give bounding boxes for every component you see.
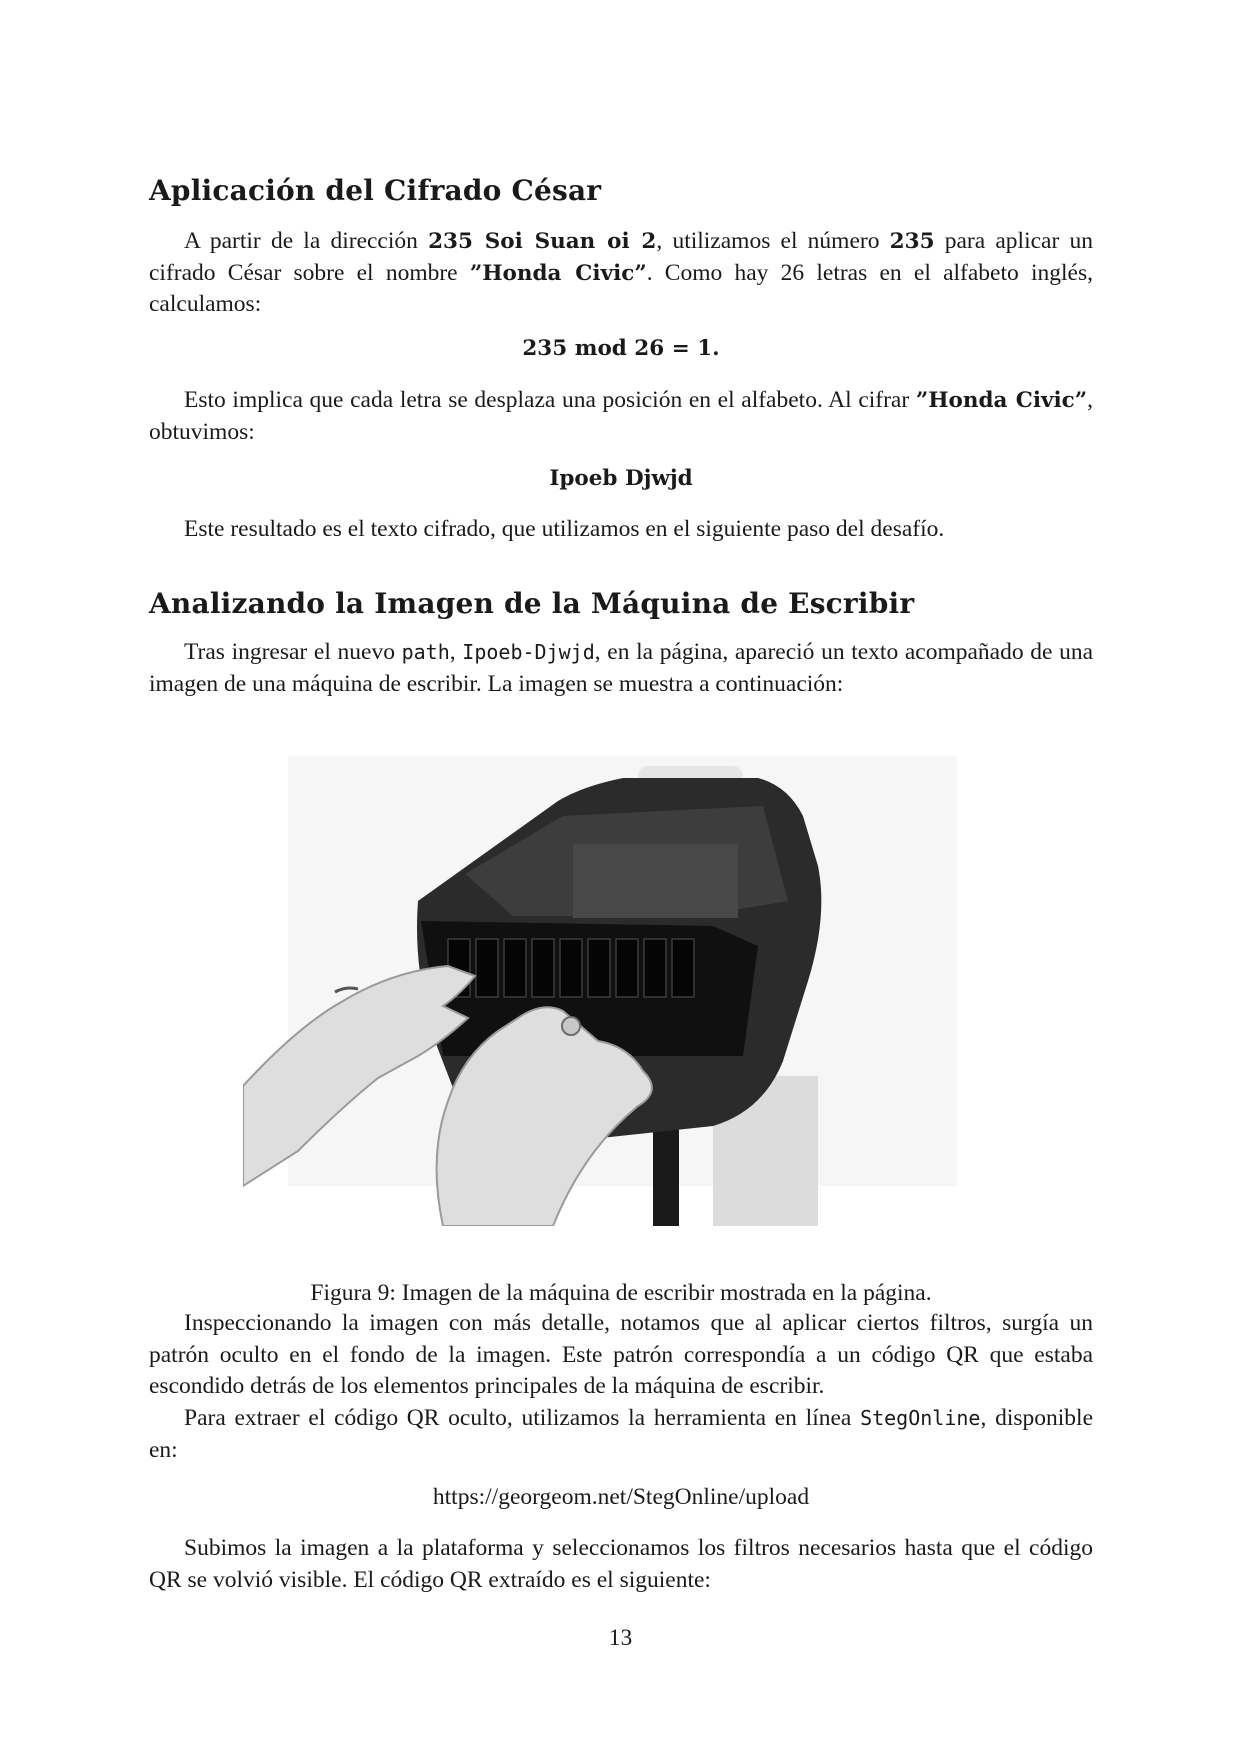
section-heading-typewriter: Analizando la Imagen de la Máquina de Escribir [149, 587, 915, 620]
section-heading-caesar: Aplicación del Cifrado César [149, 174, 602, 207]
cipher-result: Ipoeb Djwjd [549, 466, 693, 491]
paragraph-inspection: Inspeccionando la imagen con más detalle, notamos que al aplicar ciertos filtros, surgía un patrón oculto en el fondo de la imagen. Este patrón correspondía a un código QR que estaba escondido detrás de los elementos principales de la máquina de escribir. [149, 1310, 1093, 1399]
paragraph-cipher-result: Este resultado es el texto cifrado, que utilizamos en el siguiente paso del desafío. [184, 516, 945, 542]
stegonline-url: https://georgeom.net/StegOnline/upload [432, 1484, 810, 1510]
page-number: 13 [608, 1625, 633, 1651]
number-bold: 235 [889, 229, 935, 254]
address-bold: 235 Soi Suan oi 2 [428, 229, 657, 254]
car-name-bold: ”Honda Civic” [469, 260, 647, 286]
paragraph-upload: Subimos la imagen a la plataforma y seleccionamos los filtros necesarios hasta que el código QR se volvió visible. El código QR extraído es el siguiente: [149, 1535, 1093, 1593]
path-value-code: Ipoeb-Djwjd [462, 640, 595, 664]
paragraph-stegonline: Para extraer el código QR oculto, utilizamos la herramienta en línea StegOnline, disponible en: [149, 1405, 1093, 1463]
path-code: path [401, 640, 450, 664]
paragraph-path: Tras ingresar el nuevo path, Ipoeb-Djwjd, en la página, apareció un texto acompañado de una imagen de una máquina de escribir. La imagen se muestra a continuación: [149, 639, 1094, 697]
paragraph-shift: Esto implica que cada letra se desplaza una posición en el alfabeto. Al cifrar ”Honda Civic”, obtuvimos: [149, 387, 1093, 445]
car-name-bold-2: ”Honda Civic” [915, 388, 1088, 413]
figure-caption: Figura 9: Imagen de la máquina de escribir mostrada en la página. [310, 1279, 932, 1306]
modulo-equation: 235 mod 26 = 1. [522, 336, 720, 361]
typewriter-image [243, 756, 957, 1226]
paragraph-caesar-intro: A partir de la dirección 235 Soi Suan oi 2, utilizamos el número 235 para aplicar un cifrado César sobre el nombre ”Honda Civic”. Como hay 26 letras en el alfabeto inglés, calculamos: [149, 228, 1093, 317]
tool-name-code: StegOnline [860, 1406, 981, 1430]
